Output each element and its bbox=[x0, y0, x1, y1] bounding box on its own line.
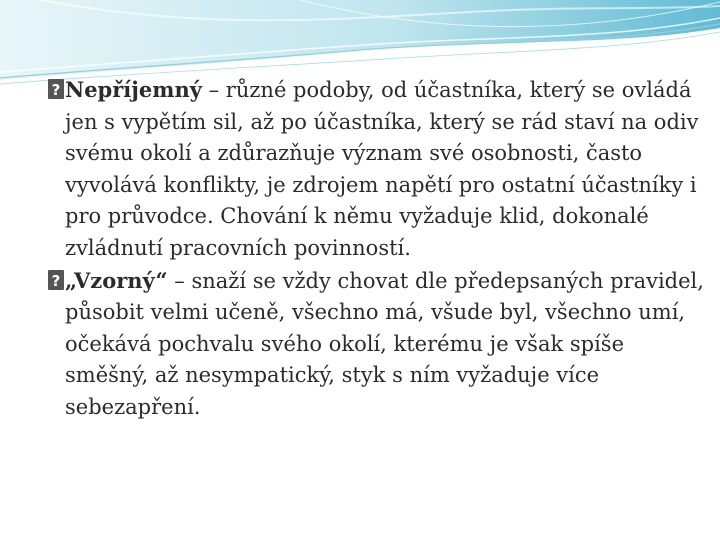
bullet-text: – snaží se vždy chovat dle předepsaných pravidel, působit velmi učeně, všechno má, všude byl, všechno umí, očekává pochvalu svého okolí, kterému je však spíše směšný, až nesympatický, styk s ním vyžaduje více sebezapření. bbox=[65, 268, 704, 419]
bullet-icon bbox=[48, 270, 64, 290]
bullet-term: Nepříjemný bbox=[65, 77, 202, 102]
bullet-item-unpleasant bbox=[48, 74, 708, 265]
bullet-term: „Vzorný“ bbox=[65, 267, 168, 293]
bullet-item-model bbox=[48, 265, 708, 424]
slide-body bbox=[48, 74, 708, 424]
bullet-text: – různé podoby, od účastníka, který se ovládá jen s vypětím sil, až po účastníka, který se rád staví na odiv svému okolí a zdůrazňuje význam své osobnosti, často vyvolává konflikty, je zdrojem napětí pro ostatní účastníky i pro průvodce. Chování k němu vyžaduje klid, dokonalé zvládnutí pracovních povinností. bbox=[65, 78, 699, 260]
bullet-icon bbox=[48, 79, 64, 99]
